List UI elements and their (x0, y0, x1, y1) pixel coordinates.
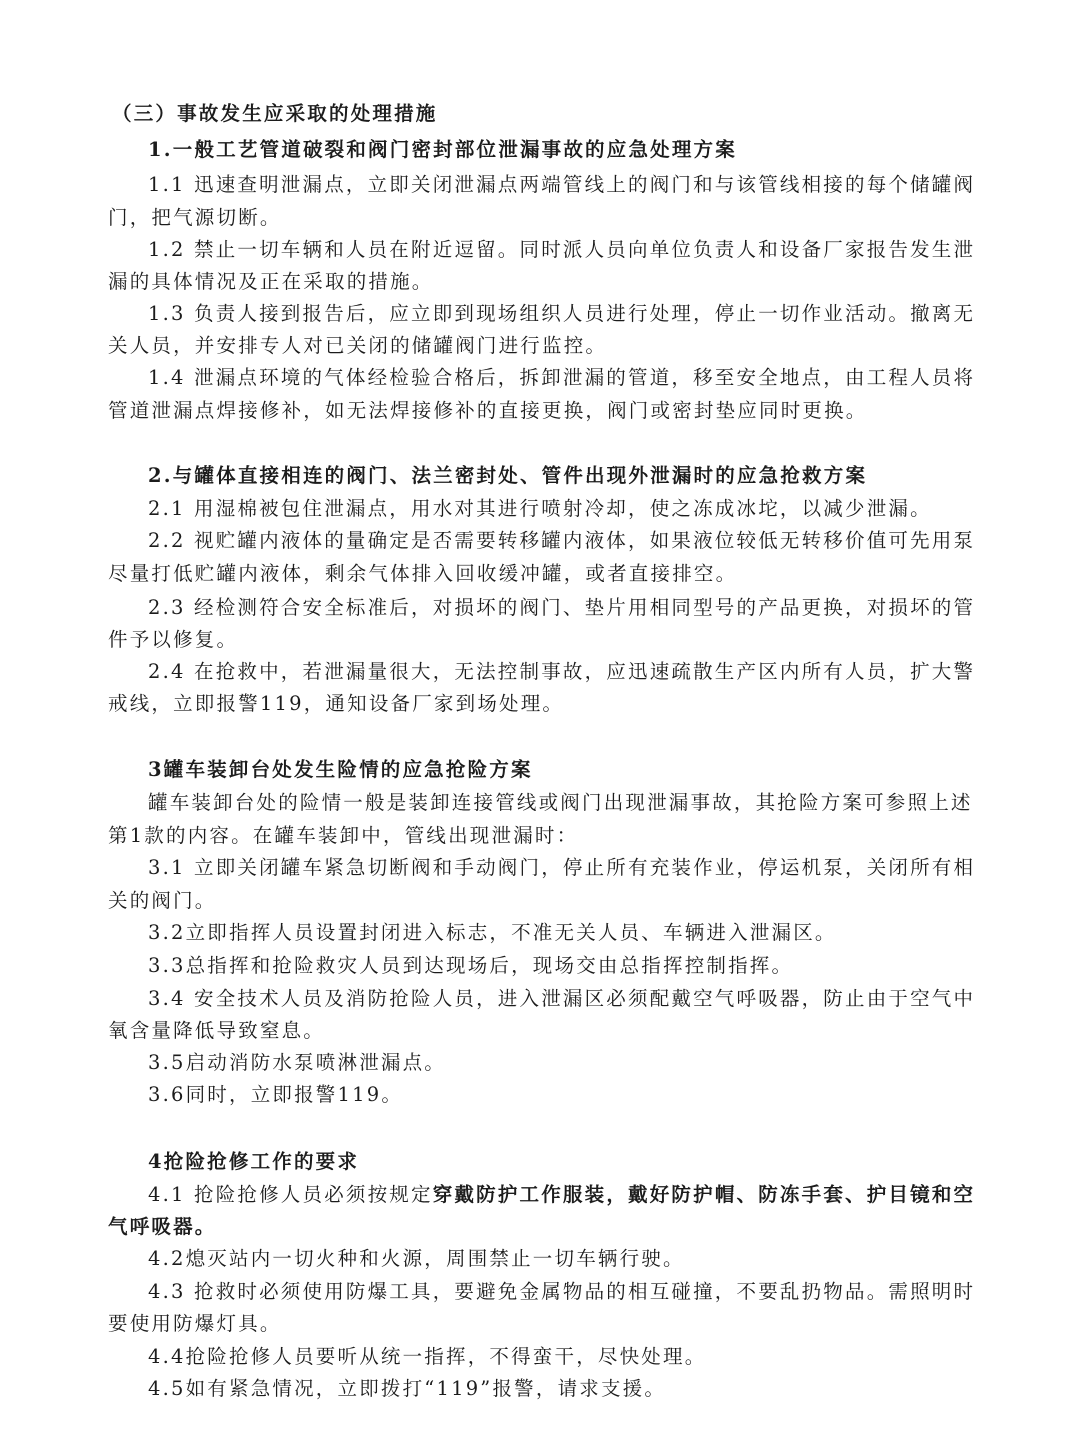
document-title: （三）事故发生应采取的处理措施 (112, 102, 438, 125)
paragraph-3-2-line-1: 3.2立即指挥人员设置封闭进入标志，不准无关人员、车辆进入泄漏区。 (148, 921, 837, 944)
paragraph-2-3-line-2: 件予以修复。 (108, 628, 239, 651)
paragraph-4-1-normal-text: 4.1 抢险抢修人员必须按规定 (148, 1183, 433, 1206)
paragraph-1-4-line-2: 管道泄漏点焊接修补，如无法焊接修补的直接更换，阀门或密封垫应同时更换。 (108, 399, 868, 422)
paragraph-4-1-line-2: 气呼吸器。 (108, 1215, 217, 1238)
paragraph-1-1-line-2: 门，把气源切断。 (108, 206, 282, 229)
paragraph-3-5-line-1: 3.5启动消防水泵喷淋泄漏点。 (148, 1051, 447, 1074)
paragraph-3-0-line-2: 第1款的内容。在罐车装卸中，管线出现泄漏时： (108, 824, 579, 847)
paragraph-3-1-line-1: 3.1 立即关闭罐车紧急切断阀和手动阀门，停止所有充装作业，停运机泵，关闭所有相 (148, 856, 976, 879)
section-2-heading: 2.与罐体直接相连的阀门、法兰密封处、管件出现外泄漏时的应急抢救方案 (148, 464, 868, 487)
paragraph-3-3-line-1: 3.3总指挥和抢险救灾人员到达现场后，现场交由总指挥控制指挥。 (148, 954, 794, 977)
paragraph-4-1-line-1 (148, 1181, 975, 1209)
paragraph-1-1-line-1: 1.1 迅速查明泄漏点，立即关闭泄漏点两端管线上的阀门和与该管线相接的每个储罐阀 (148, 173, 976, 196)
section-4-heading: 4抢险抢修工作的要求 (148, 1150, 360, 1173)
paragraph-3-4-line-2: 氧含量降低导致窒息。 (108, 1019, 326, 1042)
paragraph-3-0-line-1: 罐车装卸台处的险情一般是装卸连接管线或阀门出现泄漏事故，其抢险方案可参照上述 (148, 791, 973, 814)
paragraph-4-5-line-1: 4.5如有紧急情况，立即拨打“119”报警，请求支援。 (148, 1377, 667, 1400)
section-3-heading: 3罐车装卸台处发生险情的应急抢险方案 (148, 758, 533, 781)
paragraph-2-2-line-1: 2.2 视贮罐内液体的量确定是否需要转移罐内液体，如果液位较低无转移价值可先用泵 (148, 529, 976, 552)
paragraph-2-3-line-1: 2.3 经检测符合安全标准后，对损坏的阀门、垫片用相同型号的产品更换，对损坏的管 (148, 596, 976, 619)
paragraph-1-2-line-1: 1.2 禁止一切车辆和人员在附近逗留。同时派人员向单位负责人和设备厂家报告发生泄 (148, 238, 976, 261)
paragraph-1-4-line-1: 1.4 泄漏点环境的气体经检验合格后，拆卸泄漏的管道，移至安全地点，由工程人员将 (148, 366, 976, 389)
paragraph-4-4-line-1: 4.4抢险抢修人员要听从统一指挥，不得蛮干，尽快处理。 (148, 1345, 707, 1368)
paragraph-2-1-line-1: 2.1 用湿棉被包住泄漏点，用水对其进行喷射冷却，使之冻成冰坨，以减少泄漏。 (148, 497, 932, 520)
paragraph-1-3-line-1: 1.3 负责人接到报告后，应立即到现场组织人员进行处理，停止一切作业活动。撤离无 (148, 302, 976, 325)
paragraph-1-3-line-2: 关人员，并安排专人对已关闭的储罐阀门进行监控。 (108, 334, 608, 357)
paragraph-2-4-line-1: 2.4 在抢救中，若泄漏量很大，无法控制事故，应迅速疏散生产区内所有人员，扩大警 (148, 660, 976, 683)
paragraph-3-1-line-2: 关的阀门。 (108, 889, 217, 912)
paragraph-4-1-bold-text: 穿戴防护工作服装，戴好防护帽、防冻手套、护目镜和空 (432, 1183, 976, 1206)
paragraph-2-2-line-2: 尽量打低贮罐内液体，剩余气体排入回收缓冲罐，或者直接排空。 (108, 562, 738, 585)
section-1-heading: 1.一般工艺管道破裂和阀门密封部位泄漏事故的应急处理方案 (148, 138, 737, 161)
paragraph-4-2-line-1: 4.2熄灭站内一切火种和火源，周围禁止一切车辆行驶。 (148, 1247, 685, 1270)
paragraph-4-3-line-2: 要使用防爆灯具。 (108, 1312, 282, 1335)
paragraph-4-3-line-1: 4.3 抢救时必须使用防爆工具，要避免金属物品的相互碰撞，不要乱扔物品。需照明时 (148, 1280, 976, 1303)
paragraph-3-6-line-1: 3.6同时，立即报警119。 (148, 1083, 404, 1106)
paragraph-1-2-line-2: 漏的具体情况及正在采取的措施。 (108, 270, 434, 293)
paragraph-3-4-line-1: 3.4 安全技术人员及消防抢险人员，进入泄漏区必须配戴空气呼吸器，防止由于空气中 (148, 987, 976, 1010)
paragraph-2-4-line-2: 戒线，立即报警119，通知设备厂家到场处理。 (108, 692, 565, 715)
